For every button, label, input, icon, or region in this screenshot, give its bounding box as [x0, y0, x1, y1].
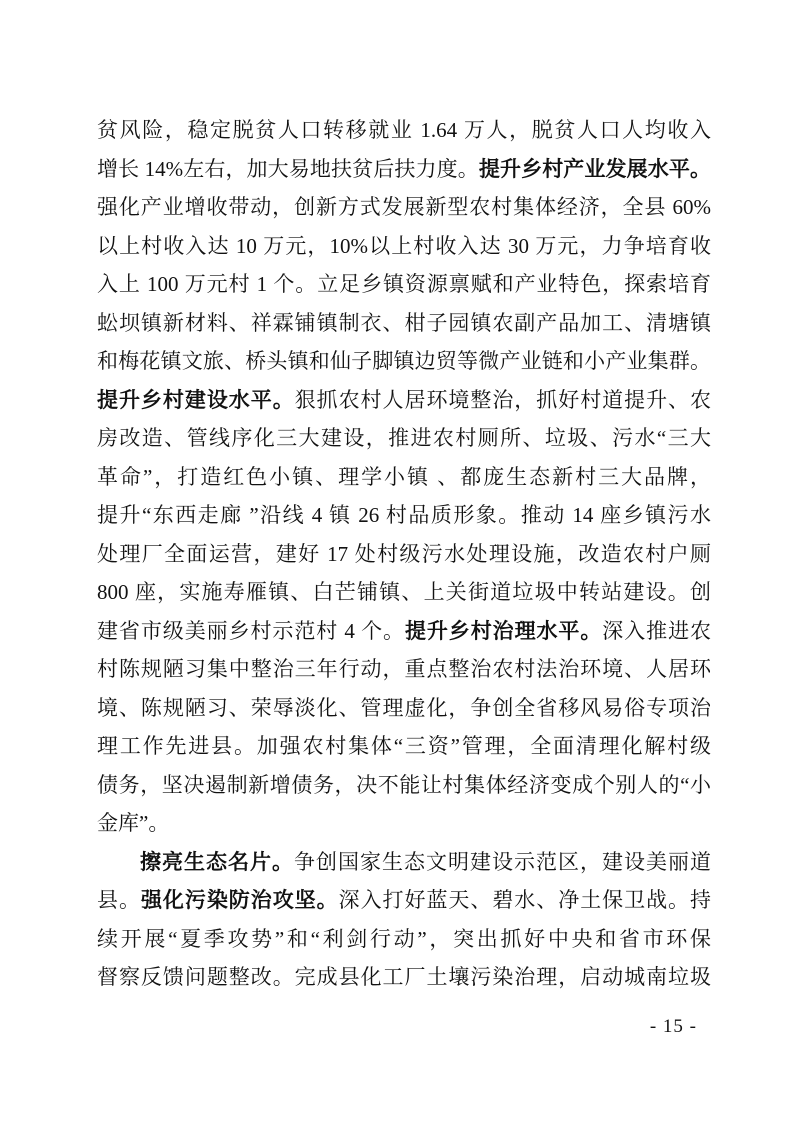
text-run: 县。	[97, 888, 141, 912]
text-run: 建省市级美丽乡村示范村 4 个。	[97, 618, 405, 643]
text-run: 争创国家生态文明建设示范区，建设美丽道	[294, 849, 711, 874]
text-line	[97, 881, 711, 920]
text-run: 和梅花镇文旅、桥头镇和仙子脚镇边贸等微产业链和小产业集群。	[97, 349, 711, 373]
bold-heading-run: 提升乡村建设水平。	[97, 387, 295, 412]
text-line	[97, 650, 711, 689]
page-number: - 15 -	[649, 1016, 697, 1037]
text-line	[97, 496, 711, 535]
text-line	[97, 342, 711, 381]
text-run: 800 座，实施寿雁镇、白芒铺镇、上关街道垃圾中转站建设。创	[97, 580, 711, 604]
text-line	[97, 958, 711, 997]
text-line	[97, 381, 711, 420]
text-run: 债务，坚决遏制新增债务，决不能让村集体经济变成个别人的“小	[97, 772, 711, 797]
bold-heading-run: 强化污染防治攻坚。	[140, 888, 339, 912]
text-line	[97, 535, 711, 574]
text-run: 理工作先进县。加强农村集体“三资”管理，全面清理化解村级	[97, 734, 711, 758]
text-run: 村陈规陋习集中整治三年行动，重点整治农村法治环境、人居环	[97, 657, 711, 681]
bold-heading-run: 提升乡村产业发展水平。	[478, 156, 712, 181]
bold-heading-run: 提升乡村治理水平。	[404, 618, 603, 643]
text-run: 深入推进农	[602, 618, 712, 643]
text-run: 处理厂全面运营，建好 17 处村级污水处理设施，改造农村户厕	[97, 541, 711, 566]
text-run: 房改造、管线序化三大建设，推进农村厕所、垃圾、污水“三大	[97, 426, 711, 450]
text-line	[97, 766, 711, 805]
text-line	[97, 920, 711, 959]
text-line	[97, 843, 711, 882]
text-run: 以上村收入达 10 万元，10%以上村收入达 30 万元，力争培育收	[97, 233, 711, 258]
text-line	[97, 304, 711, 343]
text-run: 入上 100 万元村 1 个。立足乡镇资源禀赋和产业特色，探索培育	[97, 272, 711, 296]
text-run: 续开展“夏季攻势”和“利剑行动”，突出抓好中央和省市环保	[97, 926, 711, 951]
text-line	[97, 612, 711, 651]
text-line	[97, 804, 711, 843]
text-line	[97, 265, 711, 304]
text-run: 金库”。	[97, 811, 170, 835]
text-run: 贫风险，稳定脱贫人口转移就业 1.64 万人，脱贫人口人均收入	[97, 118, 711, 142]
text-line	[97, 111, 711, 150]
text-run: 革命”，打造红色小镇、理学小镇 、都庞生态新村三大品牌，	[97, 464, 711, 489]
text-line	[97, 727, 711, 766]
text-run: 强化产业增收带动，创新方式发展新型农村集体经济，全县 60%	[97, 195, 711, 219]
text-run: 督察反馈问题整改。完成县化工厂土壤污染治理，启动城南垃圾	[97, 965, 711, 989]
bold-heading-run: 擦亮生态名片。	[140, 849, 294, 874]
text-line	[97, 419, 711, 458]
text-block	[97, 111, 711, 997]
text-run: 深入打好蓝天、碧水、净土保卫战。持	[338, 888, 712, 912]
text-line	[97, 458, 711, 497]
text-line	[97, 150, 711, 189]
text-line	[97, 188, 711, 227]
text-line	[97, 689, 711, 728]
text-run: 蚣坝镇新材料、祥霖铺镇制衣、柑子园镇农副产品加工、清塘镇	[97, 310, 711, 335]
text-line	[97, 227, 711, 266]
text-run: 狠抓农村人居环境整治，抓好村道提升、农	[294, 387, 712, 412]
text-run: 提升“东西走廊 ”沿线 4 镇 26 村品质形象。推动 14 座乡镇污水	[97, 503, 711, 527]
text-run: 境、陈规陋习、荣辱淡化、管理虚化，争创全省移风易俗专项治	[97, 695, 711, 720]
text-line	[97, 573, 711, 612]
text-run: 增长 14%左右，加大易地扶贫后扶力度。	[97, 156, 479, 181]
